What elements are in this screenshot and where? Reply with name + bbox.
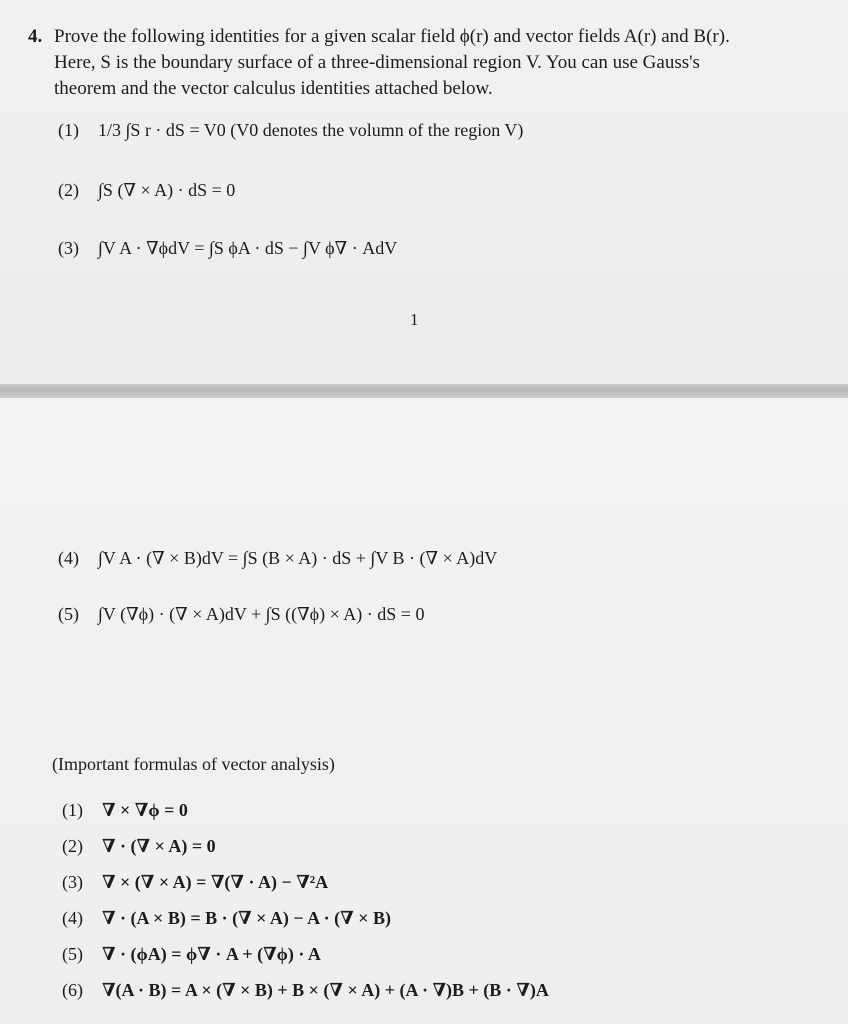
formula-text: ∇ · (ϕA) = ϕ∇ · A + (∇ϕ) · A — [102, 944, 321, 964]
formula-label: (5) — [62, 944, 83, 964]
formula-text: ∇ × ∇ϕ = 0 — [102, 800, 188, 820]
page-bottom — [0, 398, 848, 1024]
formula-text: ∇ × (∇ × A) = ∇(∇ · A) − ∇²A — [102, 872, 329, 892]
identity-text: 1/3 ∫S r · dS = V0 (V0 denotes the volumn of the region V) — [98, 120, 524, 140]
formula-label: (3) — [62, 872, 83, 892]
identity-text: ∫V A · ∇ϕdV = ∫S ϕA · dS − ∫V ϕ∇ · AdV — [98, 238, 398, 258]
problem-line-1 — [28, 24, 828, 50]
formula-label: (2) — [62, 836, 83, 856]
formula-label: (1) — [62, 800, 83, 820]
identity-3 — [58, 238, 397, 259]
formula-2 — [62, 836, 216, 857]
page-number: 1 — [410, 310, 419, 329]
identity-label: (1) — [58, 120, 79, 140]
formulas-heading: (Important formulas of vector analysis) — [52, 754, 335, 774]
problem-text-line-1: Prove the following identities for a given scalar field ϕ(r) and vector fields A(r) and B(r). — [54, 26, 730, 47]
formula-3 — [62, 872, 328, 893]
identity-text: ∫V A · (∇ × B)dV = ∫S (B × A) · dS + ∫V B · (∇ × A)dV — [98, 548, 498, 568]
identity-label: (4) — [58, 548, 79, 568]
formula-4 — [62, 908, 391, 929]
identity-label: (3) — [58, 238, 79, 258]
identity-label: (5) — [58, 604, 79, 624]
problem-line-3: theorem and the vector calculus identities attached below. — [54, 78, 493, 99]
identity-1 — [58, 120, 523, 141]
formula-5 — [62, 944, 321, 965]
identity-4 — [58, 548, 497, 569]
formula-6 — [62, 980, 549, 1001]
formula-text: ∇ · (∇ × A) = 0 — [102, 836, 216, 856]
formula-label: (4) — [62, 908, 83, 928]
formula-text: ∇(A · B) = A × (∇ × B) + B × (∇ × A) + (A · ∇)B + (B · ∇)A — [102, 980, 549, 1000]
identity-label: (2) — [58, 180, 79, 200]
page-separator — [0, 384, 848, 398]
identity-5 — [58, 604, 424, 625]
identity-text: ∫S (∇ × A) · dS = 0 — [98, 180, 236, 200]
formula-1 — [62, 800, 188, 821]
problem-number: 4. — [28, 26, 43, 47]
identity-text: ∫V (∇ϕ) · (∇ × A)dV + ∫S ((∇ϕ) × A) · dS = 0 — [98, 604, 425, 624]
formula-text: ∇ · (A × B) = B · (∇ × A) − A · (∇ × B) — [102, 908, 391, 928]
formula-label: (6) — [62, 980, 83, 1000]
page-top — [0, 0, 848, 384]
problem-line-2: Here, S is the boundary surface of a three-dimensional region V. You can use Gauss's — [54, 52, 700, 73]
problem-statement — [28, 24, 828, 102]
identity-2 — [58, 180, 235, 201]
